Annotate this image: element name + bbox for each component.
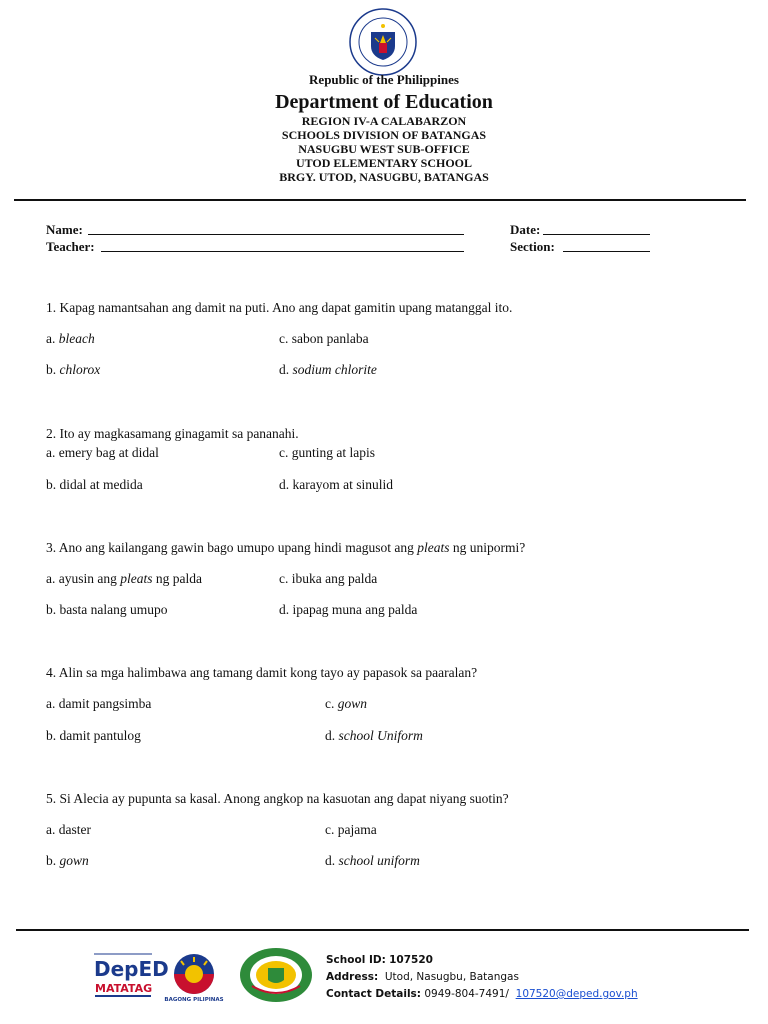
section-label: Section:: [510, 239, 555, 254]
contact-line: Contact Details: 0949-804-7491/ 107520@deped.gov.ph: [326, 988, 638, 1000]
question-4-option-d: d. school Uniform: [325, 728, 423, 743]
name-label: Name:: [46, 222, 83, 237]
section-field[interactable]: [563, 251, 650, 252]
question-3-option-c: c. ibuka ang palda: [279, 571, 378, 586]
bagong-pilipinas-logo: [165, 952, 223, 1004]
header-divider: [14, 199, 746, 201]
question-4-option-a: a. damit pangsimba: [46, 696, 152, 711]
question-3-option-d: d. ipapag muna ang palda: [279, 602, 418, 617]
email-link[interactable]: 107520@deped.gov.ph: [515, 988, 638, 1000]
question-1-option-b: b. chlorox: [46, 362, 101, 377]
school-heading: UTOD ELEMENTARY SCHOOL: [295, 156, 473, 170]
svg-text:BAGONG PILIPINAS: BAGONG PILIPINAS: [164, 997, 224, 1003]
question-2-option-c: c. gunting at lapis: [279, 445, 375, 460]
question-3-option-a: a. ayusin ang pleats ng palda: [46, 571, 202, 586]
address-line: Address: Utod, Nasugbu, Batangas: [326, 971, 519, 983]
question-1-option-a: a. bleach: [46, 331, 95, 346]
question-3: 3. Ano ang kailangang gawin bago umupo upang hindi magusot ang pleats ng unipormi?: [46, 540, 526, 555]
sub-office-heading: NASUGBU WEST SUB-OFFICE: [298, 142, 470, 156]
question-1-option-c: c. sabon panlaba: [279, 331, 369, 346]
question-5-option-c: c. pajama: [325, 822, 377, 837]
school-address-heading: BRGY. UTOD, NASUGBU, BATANGAS: [279, 170, 489, 184]
question-1-option-d: d. sodium chlorite: [279, 362, 377, 377]
svg-text:DepED: DepED: [94, 957, 169, 981]
question-4-option-c: c. gown: [325, 696, 368, 711]
question-2: 2. Ito ay magkasamang ginagamit sa pananahi.: [46, 426, 299, 441]
question-5-option-a: a. daster: [46, 822, 91, 837]
republic-heading: Republic of the Philippines: [309, 72, 459, 87]
date-field[interactable]: [543, 234, 650, 235]
question-4-option-b: b. damit pantulog: [46, 728, 141, 743]
question-2-option-d: d. karayom at sinulid: [279, 477, 393, 492]
question-1: 1. Kapag namantsahan ang damit na puti. Ano ang dapat gamitin upang matanggal ito.: [46, 300, 513, 315]
question-2-option-a: a. emery bag at didal: [46, 445, 159, 460]
question-5-option-b: b. gown: [46, 853, 89, 868]
question-5: 5. Si Alecia ay pupunta sa kasal. Anong angkop na kasuotan ang dapat niyang suotin?: [46, 791, 509, 806]
department-heading: Department of Education: [275, 91, 493, 113]
svg-text:MATATAG: MATATAG: [95, 982, 153, 995]
question-4: 4. Alin sa mga halimbawa ang tamang damit kong tayo ay papasok sa paaralan?: [46, 665, 478, 680]
deped-matatag-logo: [92, 950, 169, 1000]
footer-divider: [16, 929, 749, 931]
date-label: Date:: [510, 222, 541, 237]
region-heading: REGION IV-A CALABARZON: [301, 114, 467, 128]
deped-seal-logo: [349, 8, 417, 76]
school-id-line: School ID: 107520: [326, 954, 433, 966]
utod-school-seal-logo: [238, 946, 314, 1004]
teacher-field[interactable]: [101, 251, 464, 252]
division-heading: SCHOOLS DIVISION OF BATANGAS: [281, 128, 487, 142]
teacher-label: Teacher:: [46, 239, 95, 254]
question-5-option-d: d. school uniform: [325, 853, 420, 868]
question-2-option-b: b. didal at medida: [46, 477, 143, 492]
name-field[interactable]: [88, 234, 464, 235]
question-3-option-b: b. basta nalang umupo: [46, 602, 168, 617]
